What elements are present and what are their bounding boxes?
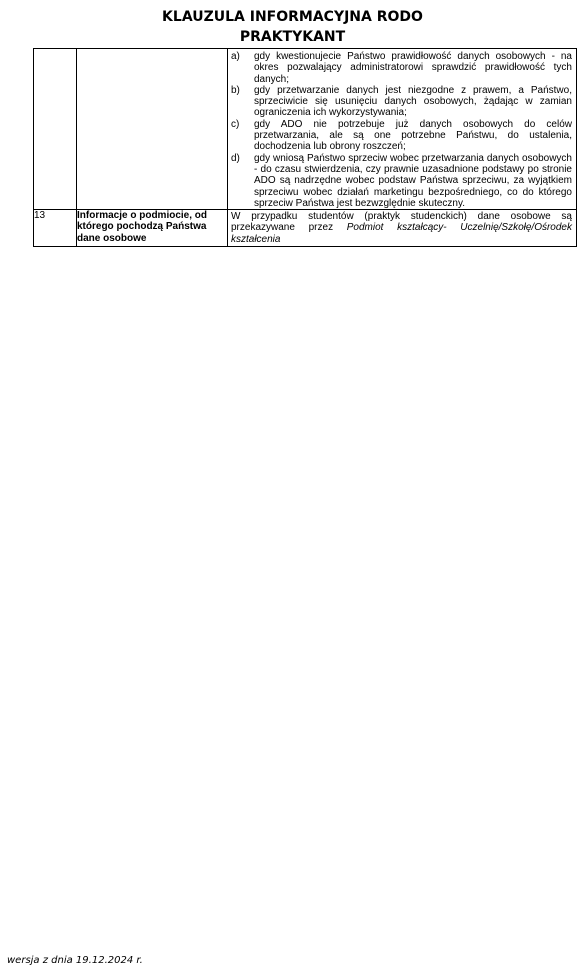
list-item-text: gdy kwestionujecie Państwo prawidłowość danych osobowych - na okres pozwalający administratorowi sprawdzić prawidłowość tych danych; <box>254 51 572 85</box>
number-cell <box>34 49 77 210</box>
list-marker: b) <box>231 84 240 96</box>
list-marker: a) <box>231 51 240 62</box>
list-marker: c) <box>231 118 240 130</box>
description-text: W przypadku studentów (praktyk studenckich) dane osobowe są przekazywane przez <box>231 211 572 234</box>
heading-cell <box>77 49 228 210</box>
version-footer: wersja z dnia 19.12.2024 r. <box>7 955 143 966</box>
table-row-continuation <box>34 49 577 210</box>
table-row-13 <box>34 210 577 247</box>
content-cell <box>228 210 577 247</box>
list-item <box>231 85 572 119</box>
restriction-list <box>228 49 576 209</box>
content-cell <box>228 49 577 210</box>
rodo-table <box>33 48 577 247</box>
list-item-text: gdy wniosą Państwo sprzeciw wobec przetwarzania danych osobowych - do czasu stwierdzenia, czy prawnie uzasadnione podstawy po stronie ADO są nadrzędne wobec podstaw Państwa sprzeciwu, za wyjątkiem sprzeciwu wobec działań marketingu bezpośredniego, co do którego sprzeciw Państwa jest bezwzględnie skuteczny. <box>254 152 572 209</box>
list-marker: d) <box>231 152 240 164</box>
list-item-text: gdy ADO nie potrzebuje już danych osobowych do celów przetwarzania, ale są one potrzebne Państwu, do ustalenia, dochodzenia lub obrony roszczeń; <box>254 118 572 153</box>
list-item <box>231 51 572 85</box>
row-number: 13 <box>34 210 77 247</box>
row-description <box>228 210 576 246</box>
description-italic-text: Podmiot kształcący- Uczelnię/Szkołę/Ośrodek kształcenia <box>231 222 572 245</box>
list-item <box>231 153 572 209</box>
row-heading: Informacje o podmiocie, od którego pochodzą Państwa dane osobowe <box>77 210 228 247</box>
document-subtitle: PRAKTYKANT <box>239 29 346 45</box>
list-item-text: gdy przetwarzanie danych jest niezgodne z prawem, a Państwo, sprzeciwicie się usunięciu danych osobowych, żądając w zamian ograniczenia ich wykorzystywania; <box>254 84 572 119</box>
document-title: KLAUZULA INFORMACYJNA RODO <box>162 9 423 25</box>
list-item <box>231 119 572 153</box>
